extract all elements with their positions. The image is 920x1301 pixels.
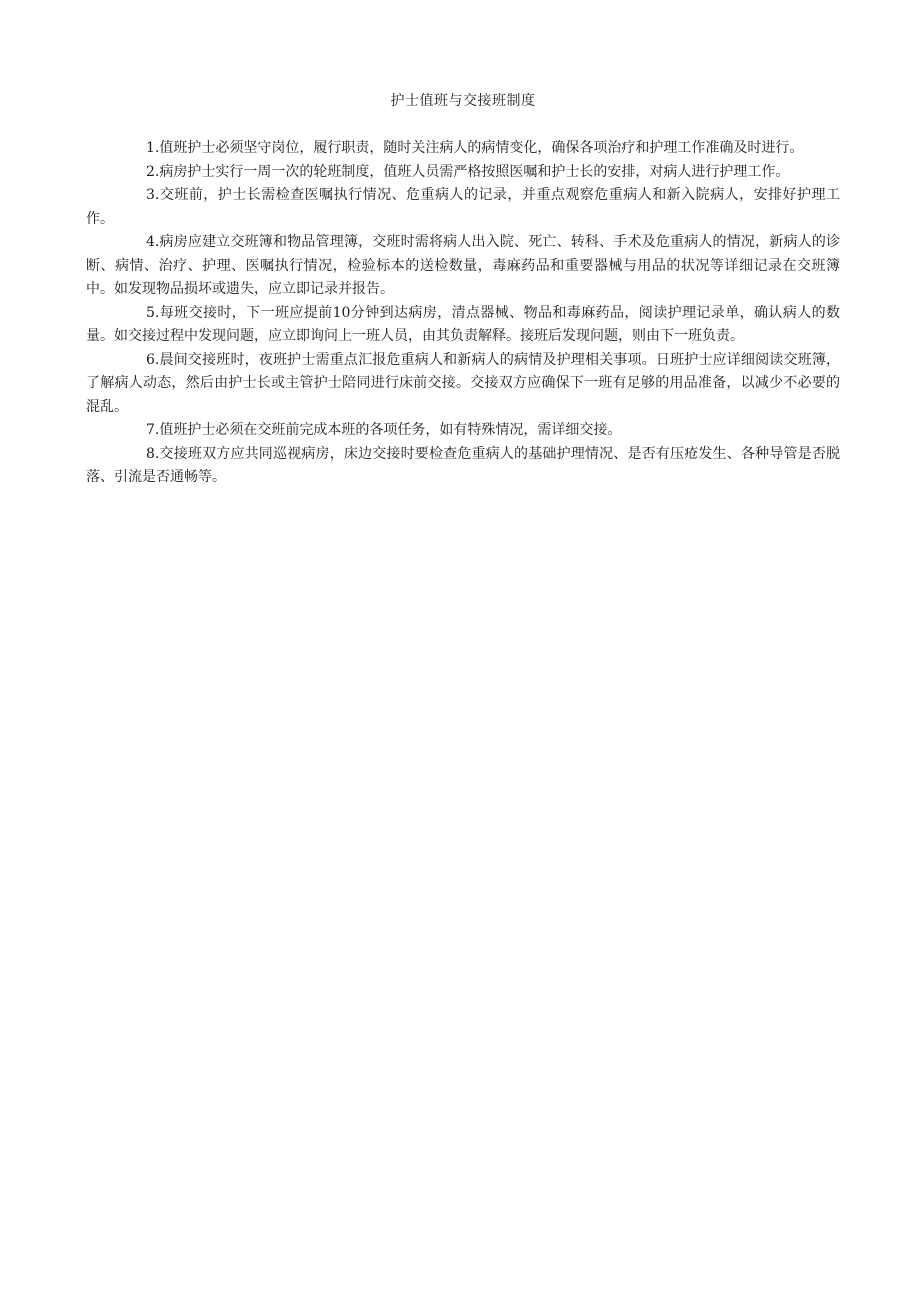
rule-text: .交班前，护士长需检查医嘱执行情况、危重病人的记录，并重点观察危重病人和新入院病人，安排好护理工作。 xyxy=(86,187,840,227)
rule-text: .每班交接时，下一班应提前10分钟到达病房，清点器械、物品和毒麻药品，阅读护理记录单，确认病人的数量。如交接过程中发现问题，应立即询问上一班人员，由其负责解释。接班后发现问题，则由下一班负责。 xyxy=(86,304,840,344)
rule-item-6 xyxy=(86,349,840,420)
rule-text: .晨间交接班时，夜班护士需重点汇报危重病人和新病人的病情及护理相关事项。日班护士应详细阅读交班簿，了解病人动态，然后由护士长或主管护士陪同进行床前交接。交接双方应确保下一班有足够的用品准备，以减少不必要的混乱。 xyxy=(86,351,840,415)
rule-item-5 xyxy=(86,302,840,349)
rule-text: .值班护士必须坚守岗位，履行职责，随时关注病人的病情变化，确保各项治疗和护理工作准确及时进行。 xyxy=(154,140,804,156)
rule-text: .病房护士实行一周一次的轮班制度，值班人员需严格按照医嘱和护士长的安排，对病人进行护理工作。 xyxy=(154,163,790,180)
document-title: 护士值班与交接班制度 xyxy=(390,93,536,109)
rule-item-4 xyxy=(86,231,840,302)
rule-item-1 xyxy=(86,137,840,161)
rule-number: 2 xyxy=(146,163,155,180)
rule-number: 7 xyxy=(146,422,155,438)
rule-number: 6 xyxy=(146,351,155,368)
rule-text: .交接班双方应共同巡视病房，床边交接时要检查危重病人的基础护理情况、是否有压疮发生、各种导管是否脱落、引流是否通畅等。 xyxy=(86,445,840,485)
rule-number: 3 xyxy=(146,187,155,203)
rule-item-3 xyxy=(86,184,840,231)
rule-number: 8 xyxy=(146,445,155,462)
rule-item-8 xyxy=(86,443,840,490)
rule-text: .病房应建立交班簿和物品管理簿，交班时需将病人出入院、死亡、转科、手术及危重病人的情况，新病人的诊断、病情、治疗、护理、医嘱执行情况，检验标本的送检数量，毒麻药品和重要器械与用品的状况等详细记录在交班簿中。如发现物品损坏或遗失，应立即记录并报告。 xyxy=(86,234,840,297)
rule-number: 4 xyxy=(146,234,155,250)
rule-number: 1 xyxy=(146,140,155,156)
rule-item-7 xyxy=(86,419,840,443)
rule-text: .值班护士必须在交班前完成本班的各项任务，如有特殊情况，需详细交接。 xyxy=(154,422,622,438)
rule-item-2 xyxy=(86,161,840,185)
rule-number: 5 xyxy=(146,304,155,321)
